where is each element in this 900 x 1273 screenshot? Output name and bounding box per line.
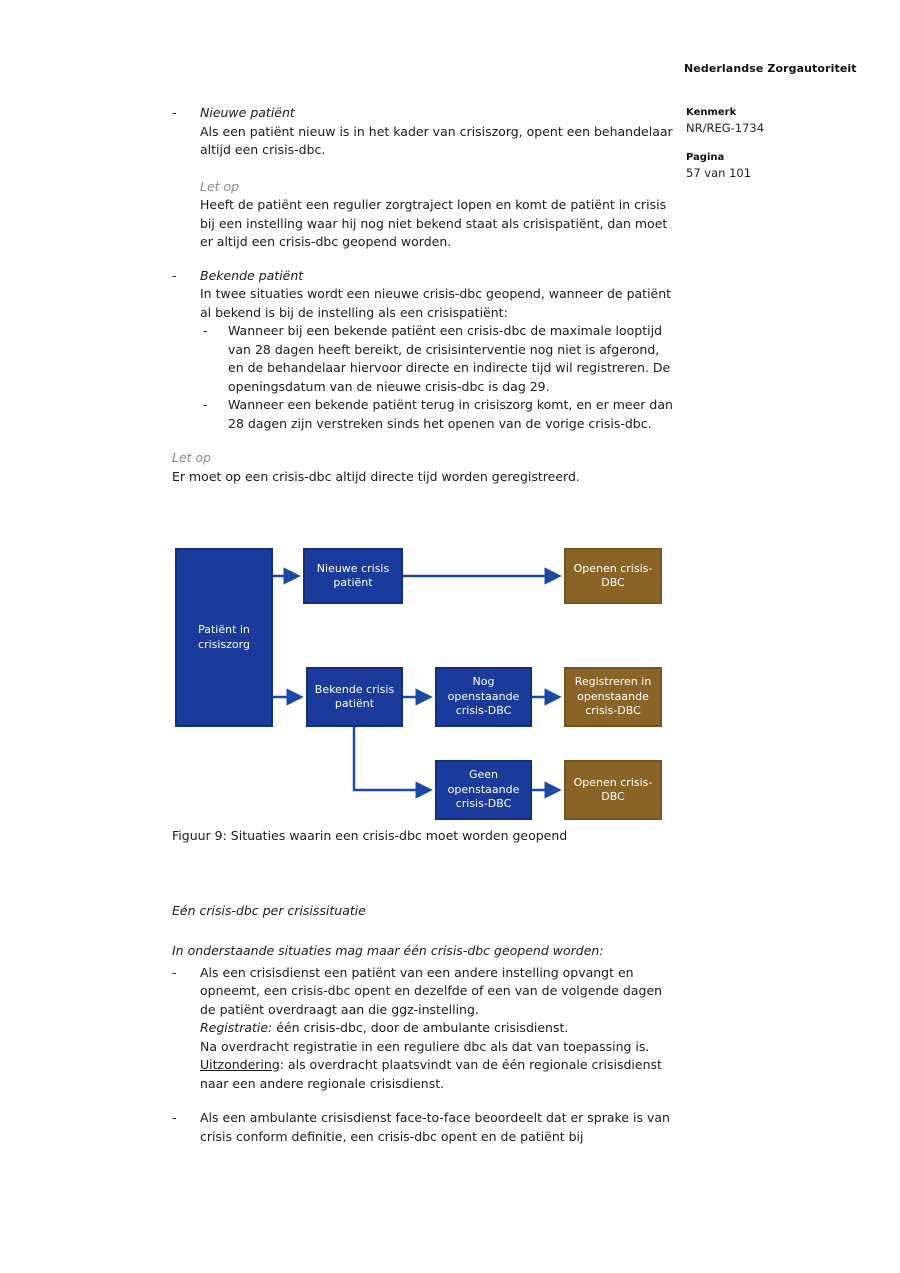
org-name: Nederlandse Zorgautoriteit [684,62,857,75]
sub-bullet-marker: - [203,323,208,338]
sub-bullet-text: Wanneer bij een bekende patiënt een crisis-dbc de maximale looptijd van 28 dagen heeft bereikt, de crisisinterventie nog niet is afgerond, en de behandelaar hiervoor directe en indirecte tijd wil registreren. De openingsdatum van de nieuwe crisis-dbc is dag 29. [228,323,671,394]
node-geen-openstaande-crisis-dbc: Geen openstaande crisis-DBC [435,760,532,820]
bullet-ambulante-crisisdienst [172,1109,674,1146]
node-registreren-in-openstaande: Registreren in openstaande crisis-DBC [564,667,662,727]
sub-bullet-1 [203,322,674,396]
registratie-label: Registratie: [200,1020,273,1035]
bullet-marker: - [172,267,177,283]
registratie-text: één crisis-dbc, door de ambulante crisisdienst. [272,1020,569,1035]
uitzondering-line [200,1056,674,1093]
pagina-label: Pagina [686,152,725,163]
bullet-marker: - [172,964,177,980]
bullet-body [200,964,674,1094]
bullet-text: Als een ambulante crisisdienst face-to-face beoordeelt dat er sprake is van crisis conform definitie, een crisis-dbc opent en de patiënt bij [200,1110,670,1144]
bullet-title: Nieuwe patiënt [200,105,295,120]
registratie-line [200,1019,674,1038]
uitzondering-label: Uitzondering [200,1057,280,1072]
node-nieuwe-crisis-patient: Nieuwe crisis patiënt [303,548,403,604]
node-bekende-crisis-patient: Bekende crisis patiënt [306,667,403,727]
letop-label: Let op [200,178,240,194]
uitzondering-text: : als overdracht plaatsvindt van de één regionale crisisdienst naar een andere regionale crisisdienst. [200,1057,662,1091]
node-nog-openstaande-crisis-dbc: Nog openstaande crisis-DBC [435,667,532,727]
bullet-title: Bekende patiënt [200,267,304,283]
letop-text: Er moet op een crisis-dbc altijd directe tijd worden geregistreerd. [172,468,580,484]
node-openen-crisis-dbc-bottom: Openen crisis-DBC [564,760,662,820]
pagina-group [686,152,876,180]
sub-bullet-marker: - [203,397,208,412]
bullet-bekende-patient [172,267,674,323]
figure-caption: Figuur 9: Situaties waarin een crisis-dbc moet worden geopend [172,828,568,843]
letop-text: Heeft de patiënt een regulier zorgtraject lopen en komt de patiënt in crisis bij een instelling waar hij nog niet bekend staat als crisispatiënt, dan moet er altijd een crisis-dbc geopend worden. [200,197,668,249]
page-meta-sidebar [686,107,876,180]
bullet-body [200,104,674,160]
bullet-text: Als een crisisdienst een patiënt van een andere instelling opvangt en opneemt, een crisis-dbc opent en dezelfde of een van de volgende dagen de patiënt overdraagt aan die ggz-instelling. [200,964,663,1017]
main-content [172,101,674,1146]
sub-bullet-2 [203,396,674,433]
bullet-text: Als een patiënt nieuw is in het kader van crisiszorg, opent een behandelaar altijd een crisis-dbc. [200,123,673,157]
flow-diagram [172,548,674,820]
bullet-nieuwe-patient [172,104,674,160]
letop-block-1 [200,178,674,252]
kenmerk-value: NR/REG-1734 [686,121,765,135]
section-intro: In onderstaande situaties mag maar één crisis-dbc geopend worden: [172,943,604,958]
pagina-value: 57 van 101 [686,166,752,180]
bullet-marker: - [172,105,177,120]
node-openen-crisis-dbc-top: Openen crisis-DBC [564,548,662,604]
bullet-text: In twee situaties wordt een nieuwe crisis-dbc geopend, wanneer de patiënt al bekend is bij de instelling als een crisispatiënt: [200,286,672,320]
bullet-marker: - [172,1110,177,1125]
bullet-crisisdienst-overdracht [172,964,674,1094]
sub-bullet-text: Wanneer een bekende patiënt terug in crisiszorg komt, en er meer dan 28 dagen zijn verstreken sinds het openen van de vorige crisis-dbc. [228,397,673,431]
section-heading: Eén crisis-dbc per crisissituatie [172,902,366,918]
letop-block-2 [172,449,674,486]
bullet-body [200,267,674,323]
na-overdracht-line: Na overdracht registratie in een reguliere dbc als dat van toepassing is. [200,1038,650,1054]
node-patient-in-crisiszorg: Patiënt in crisiszorg [175,548,273,727]
kenmerk-group [686,107,876,135]
letop-label: Let op [172,450,212,465]
kenmerk-label: Kenmerk [686,107,737,118]
